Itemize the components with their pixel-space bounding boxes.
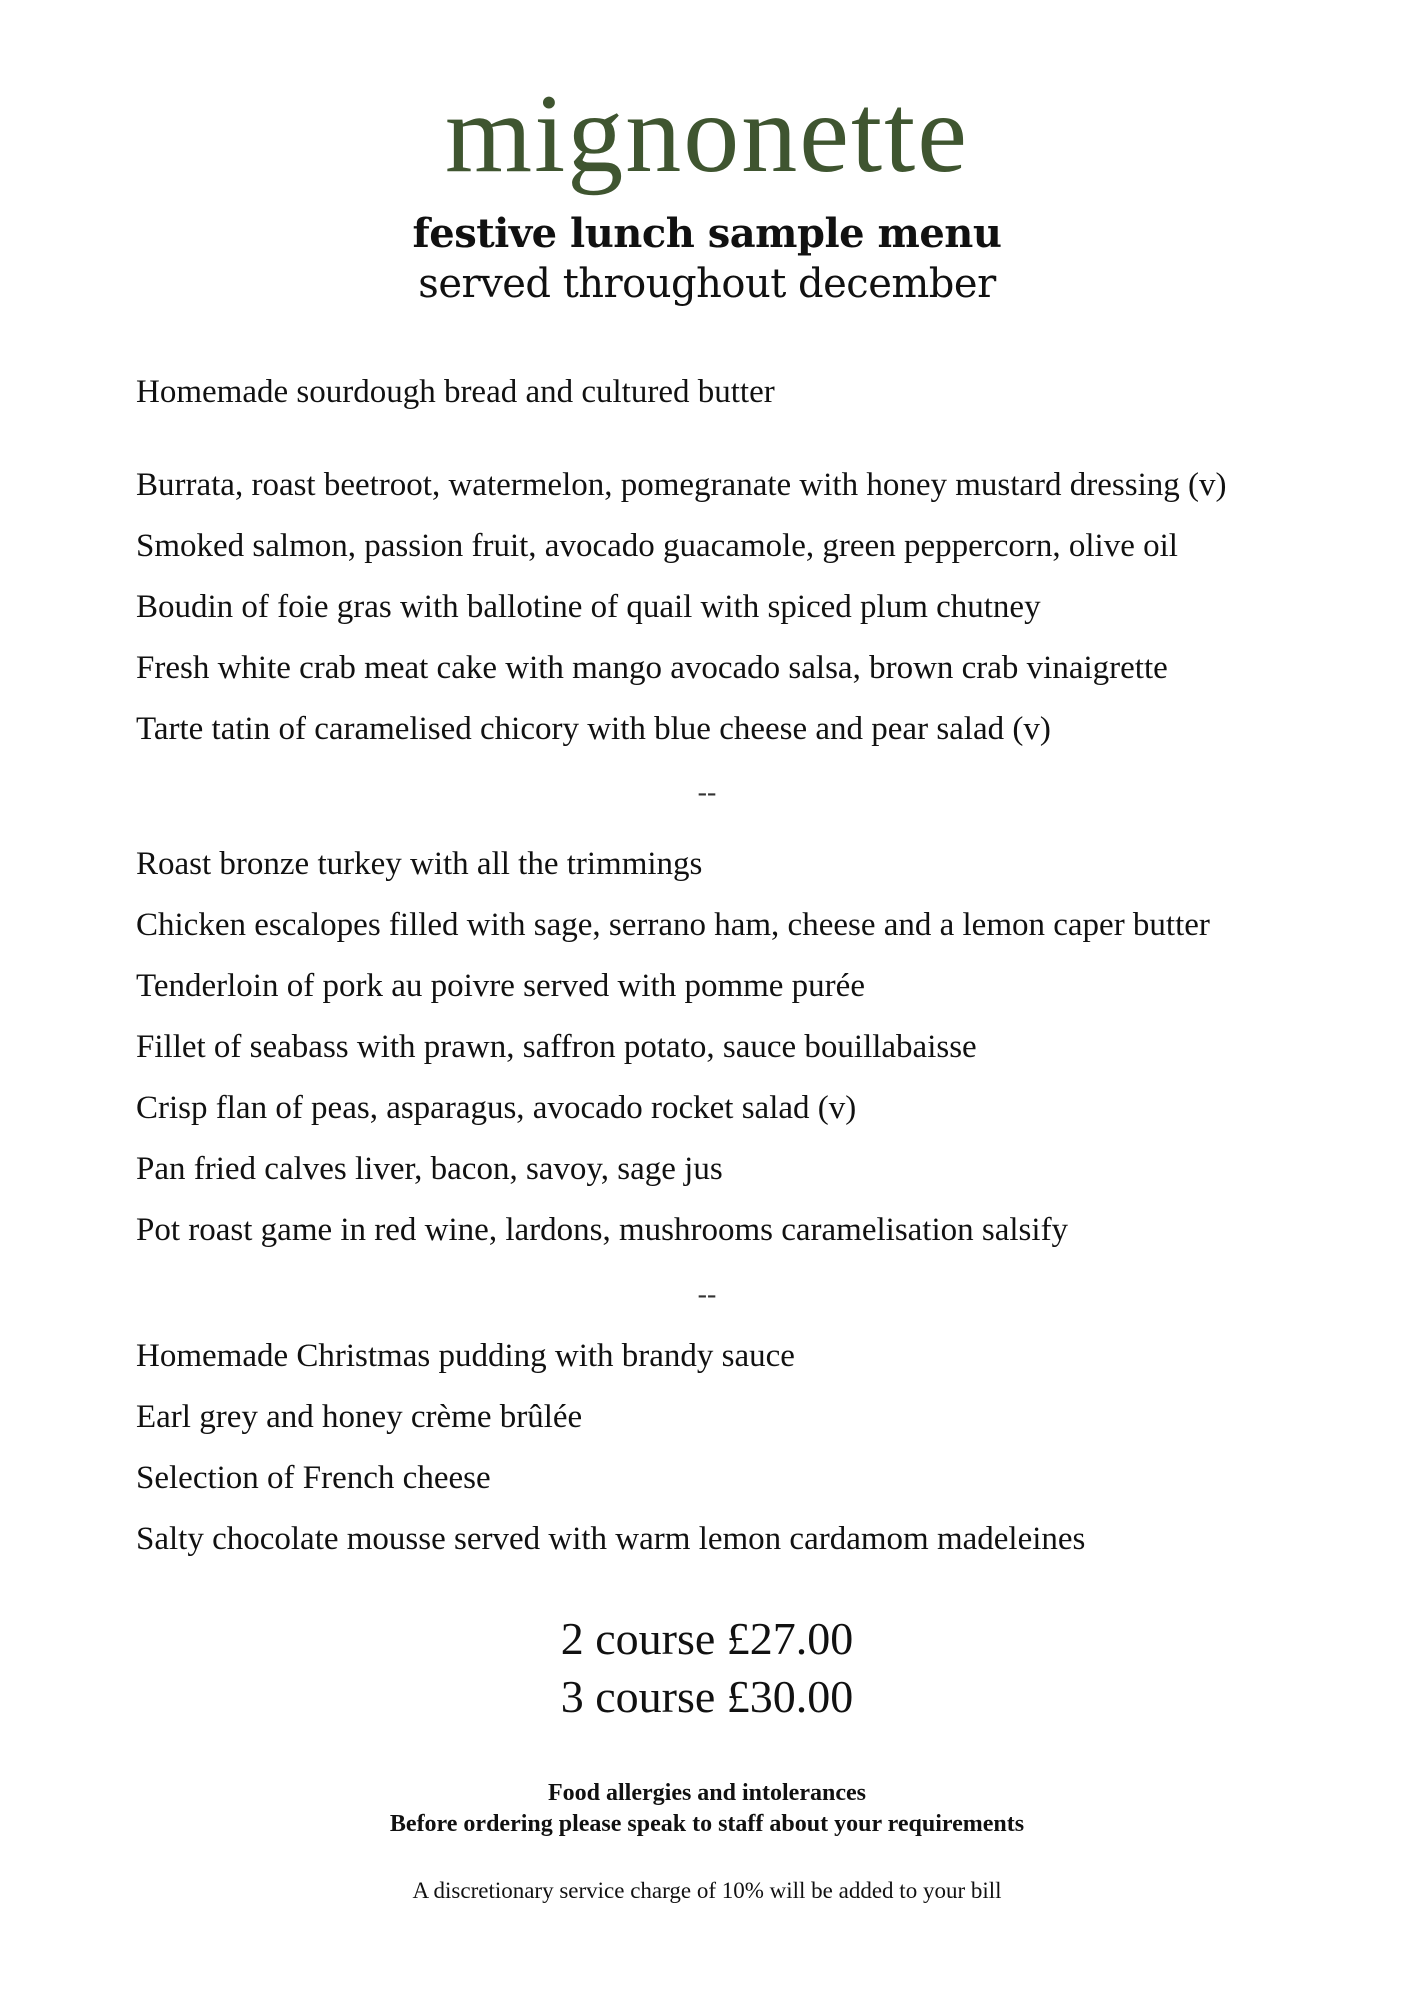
starter-item: Smoked salmon, passion fruit, avocado guacamole, green peppercorn, olive oil [136,528,1178,564]
price-block [0,1610,1414,1726]
course-separator: -- [697,777,717,808]
two-course-price: 2 course £27.00 [560,1613,854,1664]
mains-section [136,834,1336,1261]
dessert-item: Homemade Christmas pudding with brandy sauce [136,1338,795,1374]
dessert-item: Earl grey and honey crème brûlée [136,1399,583,1435]
dessert-item: Selection of French cheese [136,1460,491,1496]
menu-title: festive lunch sample menu [412,210,1002,257]
main-item: Tenderloin of pork au poivre served with pomme purée [136,968,865,1004]
starter-item: Tarte tatin of caramelised chicory with blue cheese and pear salad (v) [136,711,1051,747]
starters-section [136,455,1336,760]
allergy-note: Before ordering please speak to staff about your requirements [389,1811,1025,1837]
allergy-heading: Food allergies and intolerances [548,1780,866,1806]
dessert-item: Salty chocolate mousse served with warm lemon cardamom madeleines [136,1521,1086,1557]
main-item: Chicken escalopes filled with sage, serrano ham, cheese and a lemon caper butter [136,907,1210,943]
starter-item: Fresh white crab meat cake with mango avocado salsa, brown crab vinaigrette [136,650,1168,686]
main-item: Roast bronze turkey with all the trimmings [136,846,703,882]
main-item: Crisp flan of peas, asparagus, avocado rocket salad (v) [136,1090,857,1126]
main-item: Pan fried calves liver, bacon, savoy, sage jus [136,1151,723,1187]
main-item: Fillet of seabass with prawn, saffron potato, sauce bouillabaisse [136,1029,977,1065]
service-charge-note: A discretionary service charge of 10% will be added to your bill [412,1878,1002,1903]
desserts-section [136,1326,1336,1570]
three-course-price: 3 course £30.00 [560,1671,854,1722]
allergy-notice [0,1778,1414,1840]
menu-subtitle: served throughout december [418,261,996,307]
starter-item: Boudin of foie gras with ballotine of quail with spiced plum chutney [136,589,1041,625]
course-separator: -- [697,1279,717,1310]
bread-section [136,362,1336,423]
bread-item: Homemade sourdough bread and cultured butter [136,374,775,410]
brand-logo: mignonette [445,72,969,196]
starter-item: Burrata, roast beetroot, watermelon, pomegranate with honey mustard dressing (v) [136,467,1227,503]
main-item: Pot roast game in red wine, lardons, mushrooms caramelisation salsify [136,1212,1069,1248]
